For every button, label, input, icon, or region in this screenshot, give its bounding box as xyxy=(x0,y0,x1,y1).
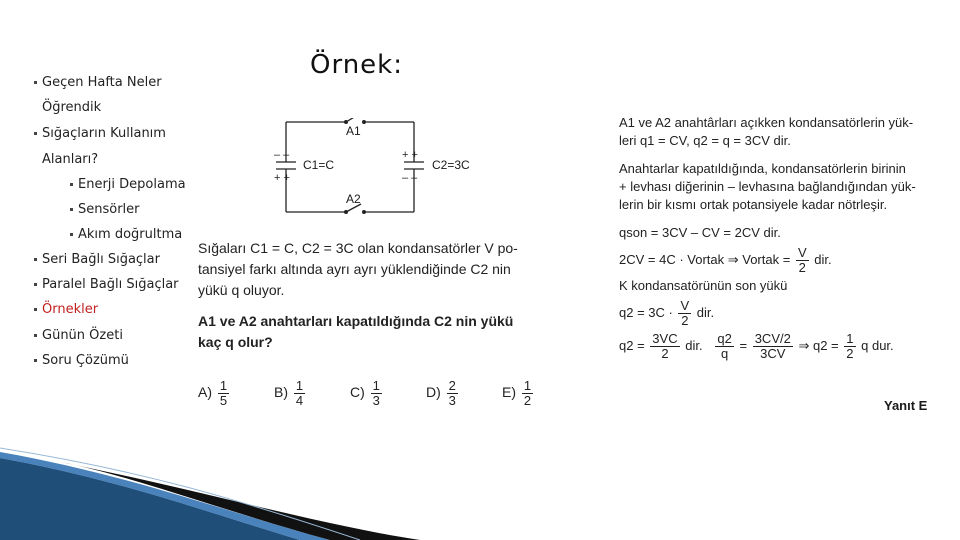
option-b: B) $\frac{1}{4}$ xyxy=(274,378,304,408)
option-a: A) $\frac{1}{5}$ xyxy=(198,378,228,408)
answer-label: Yanıt E xyxy=(884,398,928,413)
switch-2-label: A2 xyxy=(346,192,361,206)
outline-subitem: Akım doğrultma xyxy=(70,227,182,242)
option-e: E) $\frac{1}{2}$ xyxy=(502,378,532,408)
problem-statement: Sığaları C1 = C, C2 = 3C olan kondansatörler V po- tansiyel farkı altında ayrı ayrı yüklendiğinde C2 nin yükü q oluyor. xyxy=(198,240,518,298)
outline-item-continuation: Alanları? xyxy=(42,152,99,167)
cap1-label: C1=C xyxy=(303,158,335,172)
outline-item-continuation: Öğrendik xyxy=(42,100,102,115)
bullet-icon xyxy=(34,308,37,311)
outline-subitem: Sensörler xyxy=(70,202,140,217)
bullet-icon xyxy=(70,208,73,211)
outline-item: Geçen Hafta Neler xyxy=(34,75,162,90)
cap2-sign-top: + + xyxy=(402,149,418,161)
slide-title: Örnek: xyxy=(310,50,403,80)
outline-subitem: Enerji Depolama xyxy=(70,177,186,192)
switch-1-label: A1 xyxy=(346,124,361,138)
outline-item: Soru Çözümü xyxy=(34,353,129,368)
bullet-icon xyxy=(70,183,73,186)
switch-1-contact xyxy=(362,120,366,124)
switch-1-blade xyxy=(346,118,361,122)
outline-item: Günün Özeti xyxy=(34,328,123,343)
bullet-icon xyxy=(34,258,37,261)
bullet-icon xyxy=(34,81,37,84)
decorative-swoosh xyxy=(0,440,960,540)
equation-q2: q2 = 3C · $\frac{V}{2}$ dir. xyxy=(619,298,715,328)
option-d: D) $\frac{2}{3}$ xyxy=(426,378,456,408)
bullet-icon xyxy=(34,132,37,135)
solution-block: A1 ve A2 anahtârları açıkken kondansatörlerin yük- leri q1 = CV, q2 = q = 3CV dir. Anahtarlar kapatıldığında, kondansatörlerin birinin + levhası diğerinin – levhasına bağlandığından yük- lerin bir kısmı ortak potansiyele kadar nötrleşir. qson = 3CV – CV = 2CV dir. 2CV = 4C · Vortak ⇒ Vortak = $\frac{V}{2}$ dir. K kondansatörünün son yükü q2 = 3C · $\frac{V}{2}$ dir. q2 = $\frac{3VC}{2}$ dir. $\frac{q2}{q}$ = $\frac{3CV/2}{3CV}$ ⇒ q2 = $\frac{1}{2}$ q dur. xyxy=(619,114,939,361)
outline-item: Sığaçların Kullanım xyxy=(34,126,166,141)
swoosh-blue-band xyxy=(0,458,300,540)
cap1-sign-bottom: + + xyxy=(274,172,290,184)
outline-item-current: Örnekler xyxy=(34,302,98,317)
cap2-sign-bottom: – – xyxy=(402,172,418,184)
bullet-icon xyxy=(34,283,37,286)
bullet-icon xyxy=(70,233,73,236)
answer-options xyxy=(198,370,558,410)
bullet-icon xyxy=(34,359,37,362)
equation-vortak: 2CV = 4C · Vortak ⇒ Vortak = $\frac{V}{2}$ dir. xyxy=(619,245,832,275)
outline-item: Paralel Bağlı Sığaçlar xyxy=(34,277,179,292)
problem-question: A1 ve A2 anahtarları kapatıldığında C2 nin yükü kaç q olur? xyxy=(198,313,514,350)
equation-final: q2 = $\frac{3VC}{2}$ dir. $\frac{q2}{q}$ = $\frac{3CV/2}{3CV}$ ⇒ q2 = $\frac{1}{2}$ q dur. xyxy=(619,331,894,361)
cap1-sign-top: – – xyxy=(274,149,290,161)
switch-2-pivot xyxy=(344,210,348,214)
outline-item: Seri Bağlı Sığaçlar xyxy=(34,252,160,267)
bullet-icon xyxy=(34,334,37,337)
cap2-label: C2=3C xyxy=(432,158,470,172)
switch-2-contact xyxy=(362,210,366,214)
option-c: C) $\frac{1}{3}$ xyxy=(350,378,380,408)
